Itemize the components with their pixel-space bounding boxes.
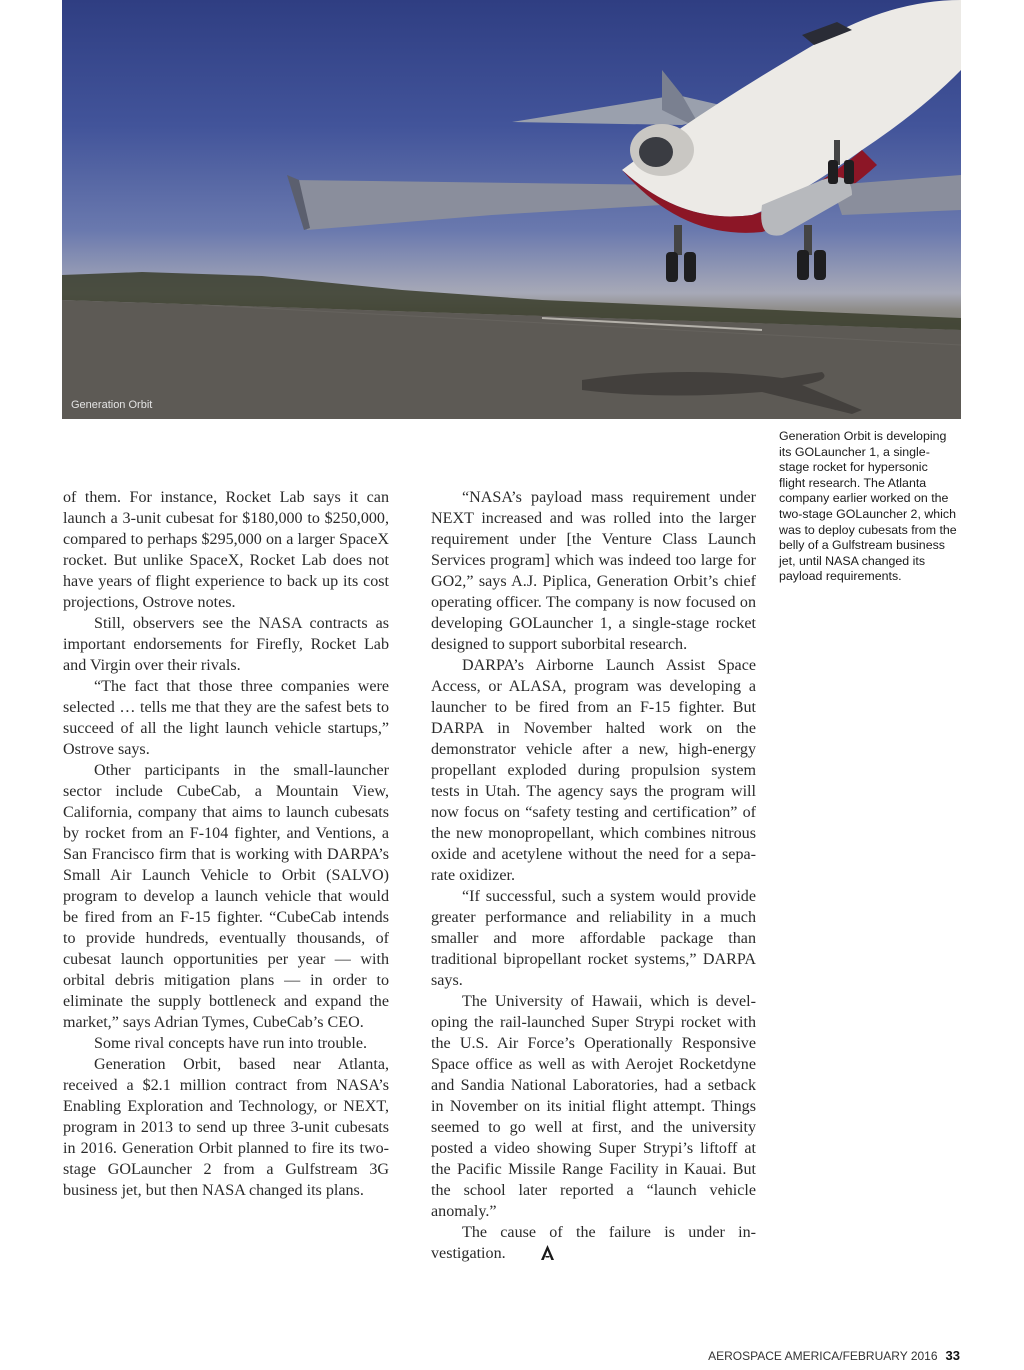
paragraph-final-text: The cause of the failure is under investigation. — [431, 1224, 756, 1262]
photo-credit: Generation Orbit — [71, 399, 153, 411]
paragraph: Some rival concepts have run into trouble. — [94, 1035, 368, 1052]
article-column-2 — [431, 487, 756, 1266]
paragraph: “The fact that those three companies were selected … tells me that they are the safest bets to succeed of all the light launch vehicle startups,” Ostrove says. — [63, 678, 389, 758]
paragraph: Generation Orbit, based near Atlanta, received a $2.1 million contract from NASA’s Enabling Exploration and Technology, or NEXT, program in 2013 to send up three 3-unit cubesats in 2016. Generation Orbit planned to fire its two-stage GOLauncher 2 from a Gulfstream 3G business jet, but then NASA changed its plans. — [63, 1056, 389, 1199]
paragraph: “NASA’s payload mass requirement under NEXT increased and was rolled into the larger requirement under [the Venture Class Launch Services program] which was indeed too large for GO2,” says A.J. Piplica, Generation Orbit’s chief operating officer. The company is now focused on developing GOLauncher 1, a single-stage rocket designed to support suborbital research. — [431, 489, 756, 653]
page-footer — [708, 1348, 960, 1363]
paragraph: The University of Hawaii, which is developing the rail-launched Super Strypi rocket with the U.S. Air Force’s Operationally Responsive Space office as well as with Aerojet Rocketdyne and Sandia National Laboratories, had a setback in November on its initial flight attempt. Things seemed to go well at first, and the university posted a video showing Super Strypi’s liftoff at the Pacific Missile Range Facility in Kauai. But the school later reported a “launch vehicle anomaly.” — [431, 993, 756, 1220]
page-number: 33 — [945, 1348, 960, 1363]
paragraph: “If successful, such a system would provide greater performance and reliability in a much smaller and more affordable package than traditional bipropellant rocket systems,” DARPA says. — [431, 888, 756, 989]
paragraph: Other participants in the small-launcher sector include CubeCab, a Mountain View, California, company that aims to launch cubesats by rocket from an F-104 fighter, and Ventions, a San Francisco firm that is working with DARPA’s Small Air Launch Vehicle to Orbit (SALVO) program to develop a launch vehicle that would be fired from an F-15 fighter. “CubeCab intends to provide hundreds, eventually thousands, of cubesat launch opportunities per year — with orbital debris mitigation plans — in order to eliminate the supply bottleneck and expand the market,” says Adrian Tymes, CubeCab’s CEO. — [63, 762, 389, 1031]
paragraph: Still, observers see the NASA contracts as important endorsements for Firefly, Rocket Lab and Virgin over their rivals. — [63, 615, 389, 674]
hero-photo — [62, 0, 961, 419]
photo-caption: Generation Orbit is developing its GOLauncher 1, a single-stage rocket for hypersonic flight research. The Atlanta company earlier worked on the two-stage GOLauncher 2, which was to deploy cubesats from the belly of a Gulfstream business jet, until NASA changed its payload requirements. — [779, 429, 957, 584]
publication-line: AEROSPACE AMERICA/FEBRUARY 2016 — [708, 1349, 938, 1363]
paragraph: DARPA’s Airborne Launch Assist Space Access, or ALASA, program was developing a launcher to be fired from an F-15 fighter. But DARPA in November halted work on the demonstrator vehicle after a new, high-energy propellant exploded during propulsion system tests in Utah. The agency says the program will now focus on “safety testing and certification” of the new monopropellant, which combines nitrous oxide and acetylene without the need for a separate oxidizer. — [431, 657, 756, 884]
paragraph-final — [431, 1222, 756, 1266]
jet-illustration — [62, 0, 961, 419]
paragraph: of them. For instance, Rocket Lab says it can launch a 3-unit cubesat for $180,000 to $250,000, compared to perhaps $295,000 on a larger SpaceX rocket. But unlike SpaceX, Rocket Lab does not have years of flight experience to back up its cost projections, Ostrove notes. — [63, 489, 389, 611]
aiaa-logo-icon — [510, 1245, 554, 1266]
article-column-1 — [63, 487, 389, 1201]
